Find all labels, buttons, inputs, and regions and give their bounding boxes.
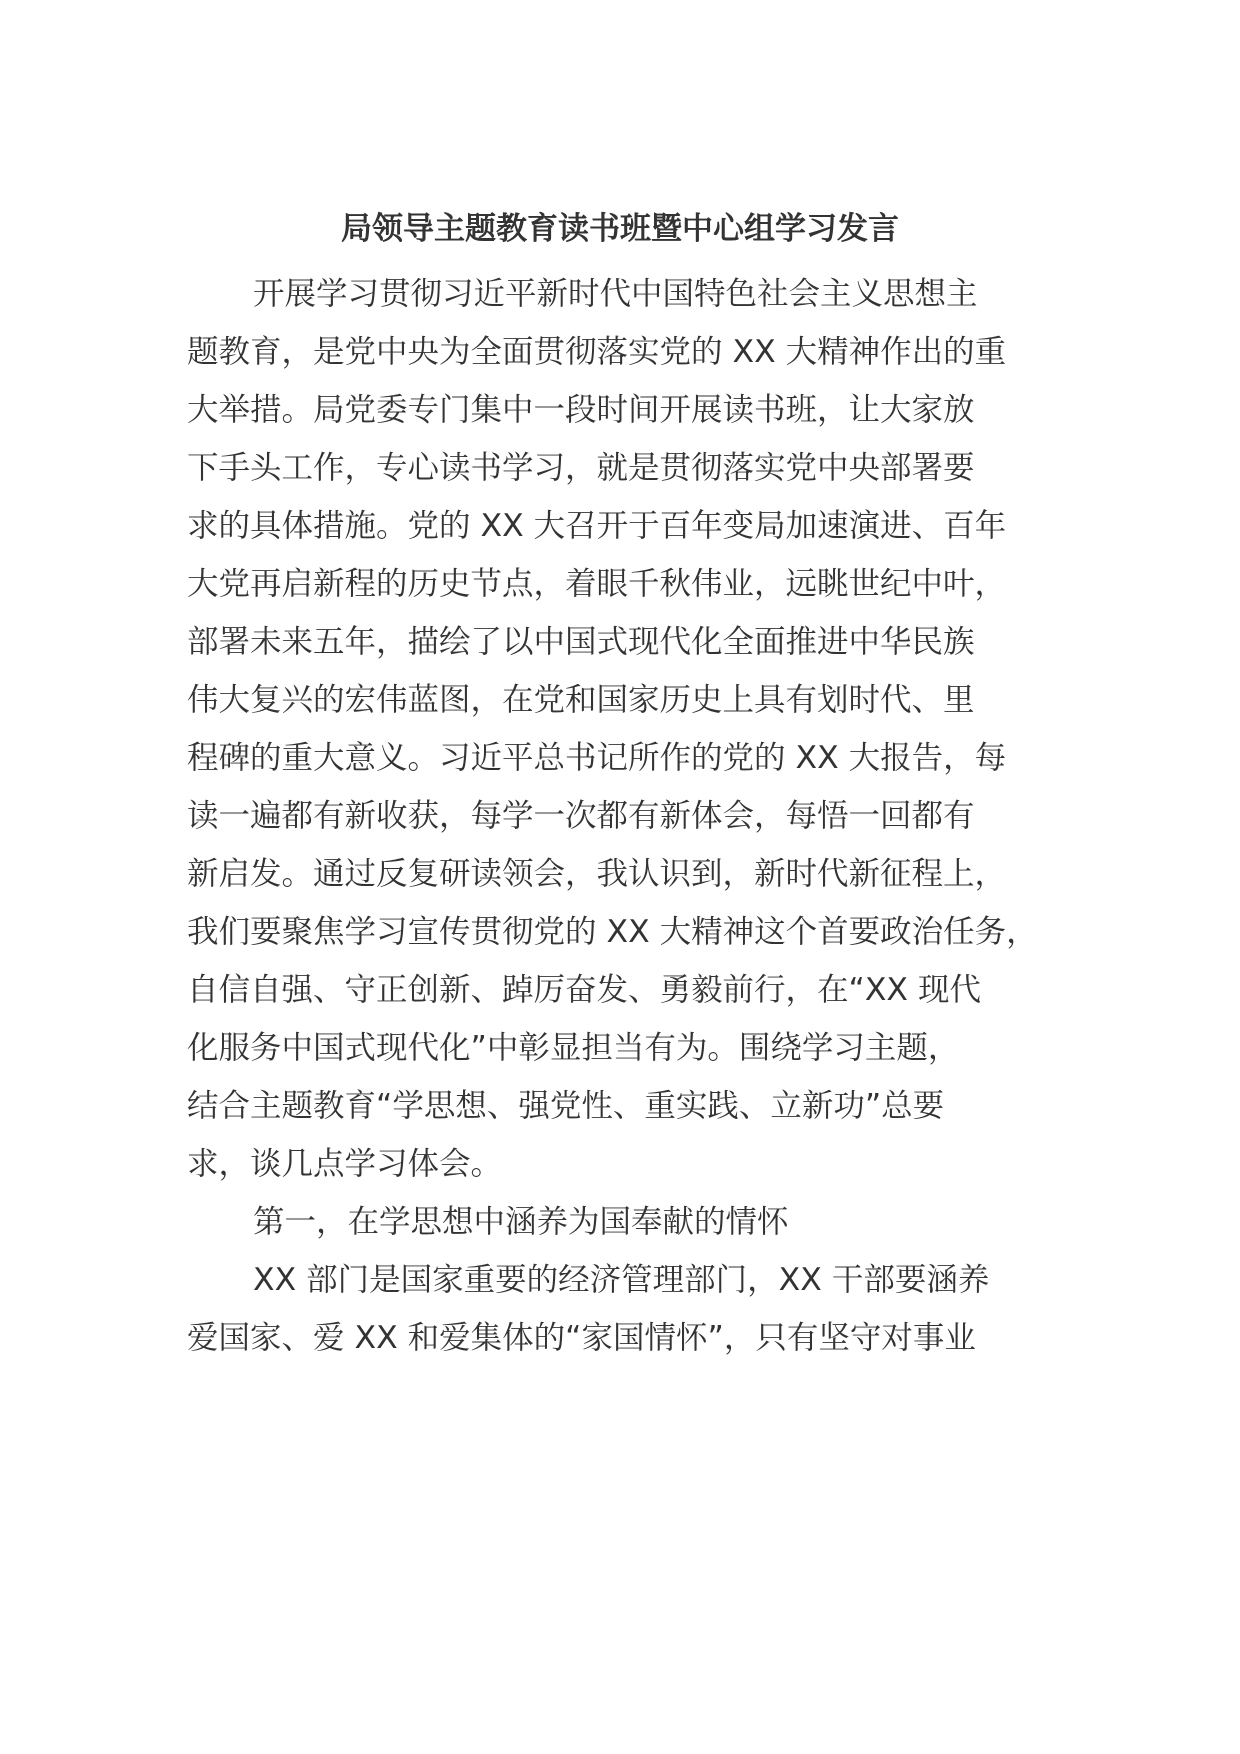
paragraph-line: 大党再启新程的历史节点，着眼千秋伟业，远眺世纪中叶， bbox=[187, 566, 1007, 602]
paragraph-line: 题教育，是党中央为全面贯彻落实党的 XX 大精神作出的重 bbox=[187, 334, 1007, 370]
paragraph-line: 部署未来五年，描绘了以中国式现代化全面推进中华民族 bbox=[187, 624, 975, 660]
paragraph-line: 化服务中国式现代化”中彰显担当有为。围绕学习主题， bbox=[187, 1030, 960, 1066]
paragraph-line: 求的具体措施。党的 XX 大召开于百年变局加速演进、百年 bbox=[187, 508, 1007, 544]
paragraph-line: 下手头工作，专心读书学习，就是贯彻落实党中央部署要 bbox=[187, 450, 975, 486]
section-heading: 第一，在学思想中涵养为国奉献的情怀 bbox=[253, 1204, 789, 1240]
paragraph-line: 求，谈几点学习体会。 bbox=[187, 1146, 503, 1182]
paragraph-line: 自信自强、守正创新、踔厉奋发、勇毅前行，在“XX 现代 bbox=[187, 972, 981, 1008]
paragraph-line: 大举措。局党委专门集中一段时间开展读书班，让大家放 bbox=[187, 392, 975, 428]
paragraph-line: 我们要聚焦学习宣传贯彻党的 XX 大精神这个首要政治任务， bbox=[187, 914, 1038, 950]
document-title: 局领导主题教育读书班暨中心组学习发言 bbox=[341, 211, 899, 247]
paragraph-line: 新启发。通过反复研读领会，我认识到，新时代新征程上， bbox=[187, 856, 1007, 892]
paragraph-line: 伟大复兴的宏伟蓝图，在党和国家历史上具有划时代、里 bbox=[187, 682, 975, 718]
paragraph-line: 开展学习贯彻习近平新时代中国特色社会主义思想主 bbox=[253, 276, 978, 312]
paragraph-line: 读一遍都有新收获，每学一次都有新体会，每悟一回都有 bbox=[187, 798, 975, 834]
paragraph-line: 程碑的重大意义。习近平总书记所作的党的 XX 大报告，每 bbox=[187, 740, 1007, 776]
paragraph-line: 结合主题教育“学思想、强党性、重实践、立新功”总要 bbox=[187, 1088, 945, 1124]
paragraph-line: XX 部门是国家重要的经济管理部门，XX 干部要涵养 bbox=[253, 1262, 990, 1298]
paragraph-line: 爱国家、爱 XX 和爱集体的“家国情怀”，只有坚守对事业 bbox=[187, 1320, 976, 1356]
